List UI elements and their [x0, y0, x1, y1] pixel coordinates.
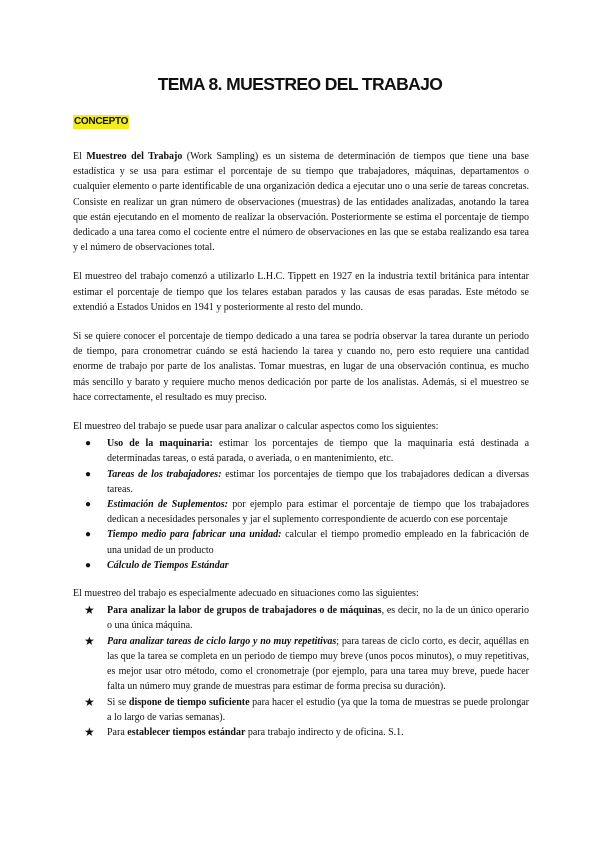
item-pre: Si se	[107, 696, 129, 708]
text-run: (Work Sampling) es un sistema de determinación de tiempos que tiene una base estadística y se usa para estimar el porcentaje de su tiempo que trabajadores, máquinas, departamentos o cualquier elemento o parte identificable de una organización dedica a ejecutar uno o una serie de tareas concretas. Consiste en realizar un gran número de observaciones (muestras) de las entidades analizadas, anotando la tarea que están ejecutando en el momento de realizar la observación. Posteriormente se estima el porcentaje de tiempo dedicado a una tarea como el cociente entre el número de observaciones en las que se estaba realizando esa tarea y el número de observaciones total.	[73, 151, 529, 254]
star-icon: ★	[84, 694, 95, 709]
item-term: Para analizar la labor de grupos de trabajadores o de máquinas	[107, 605, 382, 617]
item-text: estimar los porcentajes de tiempo que la maquinaria está destinada a determinadas tareas, o está parada, o averiada, o en mantenimiento, etc.	[107, 438, 530, 465]
page-title: TEMA 8. MUESTREO DEL TRABAJO	[157, 74, 443, 94]
item-pre: Para	[107, 726, 128, 738]
paragraph-rationale: Si se quiere conocer el porcentaje de tiempo dedicado a una tarea se podría observar la tarea durante un periodo de tiempo, para cronometrar cuándo se está haciendo la tarea y cuando no, pero esto requiere una cantidad enorme de trabajo por parte de los analistas. Tomar muestras, en lugar de una observación continua, es mucho más sencillo y barato y requiere mucho menos dedicación por parte de los analistas. Además, si el muestreo se hace correctamente, el resultado es muy preciso.	[73, 331, 529, 403]
list-item	[73, 725, 529, 740]
document-body	[73, 149, 529, 740]
item-term: Para analizar tareas de ciclo largo y no muy repetitivas	[107, 635, 337, 647]
situations-list	[73, 603, 529, 740]
paragraph-aspects-intro: El muestreo del trabajo se puede usar para analizar o calcular aspectos como los siguientes:	[73, 421, 439, 433]
text-run: El	[73, 151, 87, 162]
item-term: establecer tiempos estándar	[127, 726, 246, 738]
list-item	[73, 603, 529, 633]
bullet-icon: ●	[85, 438, 92, 450]
bullet-icon: ●	[85, 529, 92, 541]
item-term: Estimación de Suplementos:	[107, 499, 228, 511]
bullet-icon: ●	[85, 499, 92, 511]
list-item	[73, 497, 529, 527]
star-icon: ★	[84, 603, 95, 618]
star-icon: ★	[84, 724, 95, 739]
item-text: para trabajo indirecto y de oficina. S.1.	[245, 726, 404, 738]
aspects-list	[73, 436, 529, 573]
item-term: Cálculo de Tiempos Estándar	[107, 559, 229, 571]
term-muestreo: Muestreo del Trabajo	[86, 151, 183, 162]
bullet-icon: ●	[85, 559, 92, 571]
paragraph-history: El muestreo del trabajo comenzó a utilizarlo L.H.C. Tippett en 1927 en la industria textil británica para intentar estimar el porcentaje de tiempo que los telares estaban parados y las causas de esas paradas. Este método se extendió a Estados Unidos en 1941 y posteriormente al resto del mundo.	[73, 271, 529, 313]
bullet-icon: ●	[85, 468, 92, 480]
item-term: dispone de tiempo suficiente	[128, 696, 250, 708]
item-term: Tiempo medio para fabricar una unidad:	[107, 529, 282, 541]
star-icon: ★	[84, 633, 95, 648]
list-item	[73, 436, 529, 466]
item-text: por ejemplo para estimar el porcentaje de tiempo que los trabajadores dedican a necesidades personales y jar el suplemento correspondiente de acuerdo con ese porcentaje	[107, 499, 529, 526]
item-term: Uso de la maquinaria:	[107, 438, 213, 450]
item-text: , es decir, no la de un único operario o una única máquina.	[107, 605, 529, 632]
section-heading-concepto: CONCEPTO	[74, 116, 129, 127]
list-item	[73, 527, 529, 557]
paragraph-situations-intro: El muestreo del trabajo es especialmente adecuado en situaciones como las siguientes:	[73, 588, 419, 600]
item-text: para hacer el estudio (ya que la toma de muestras se puede prolongar a lo largo de varias semanas).	[107, 696, 530, 723]
paragraph-definition	[73, 149, 529, 255]
item-text: calcular el tiempo promedio empleado en la fabricación de una unidad de un producto	[107, 529, 529, 556]
item-text: ; para tareas de ciclo corto, es decir, aquéllas en las que la tarea se completa en un periodo de tiempo muy breve (unos pocos minutos), o muy repetitivas, es mejor usar otro método, como el cronometraje (por ejemplo, para una tarea muy breve, puede hacer falta un número muy grande de muestras para estimar de forma precisa su duración).	[107, 635, 529, 693]
list-item	[73, 467, 529, 497]
item-text: estimar los porcentajes de tiempo que los trabajadores dedican a diversas tareas.	[107, 468, 529, 495]
item-term: Tareas de los trabajadores:	[107, 468, 222, 480]
list-item	[73, 695, 529, 725]
list-item	[73, 634, 529, 695]
list-item	[73, 558, 529, 573]
